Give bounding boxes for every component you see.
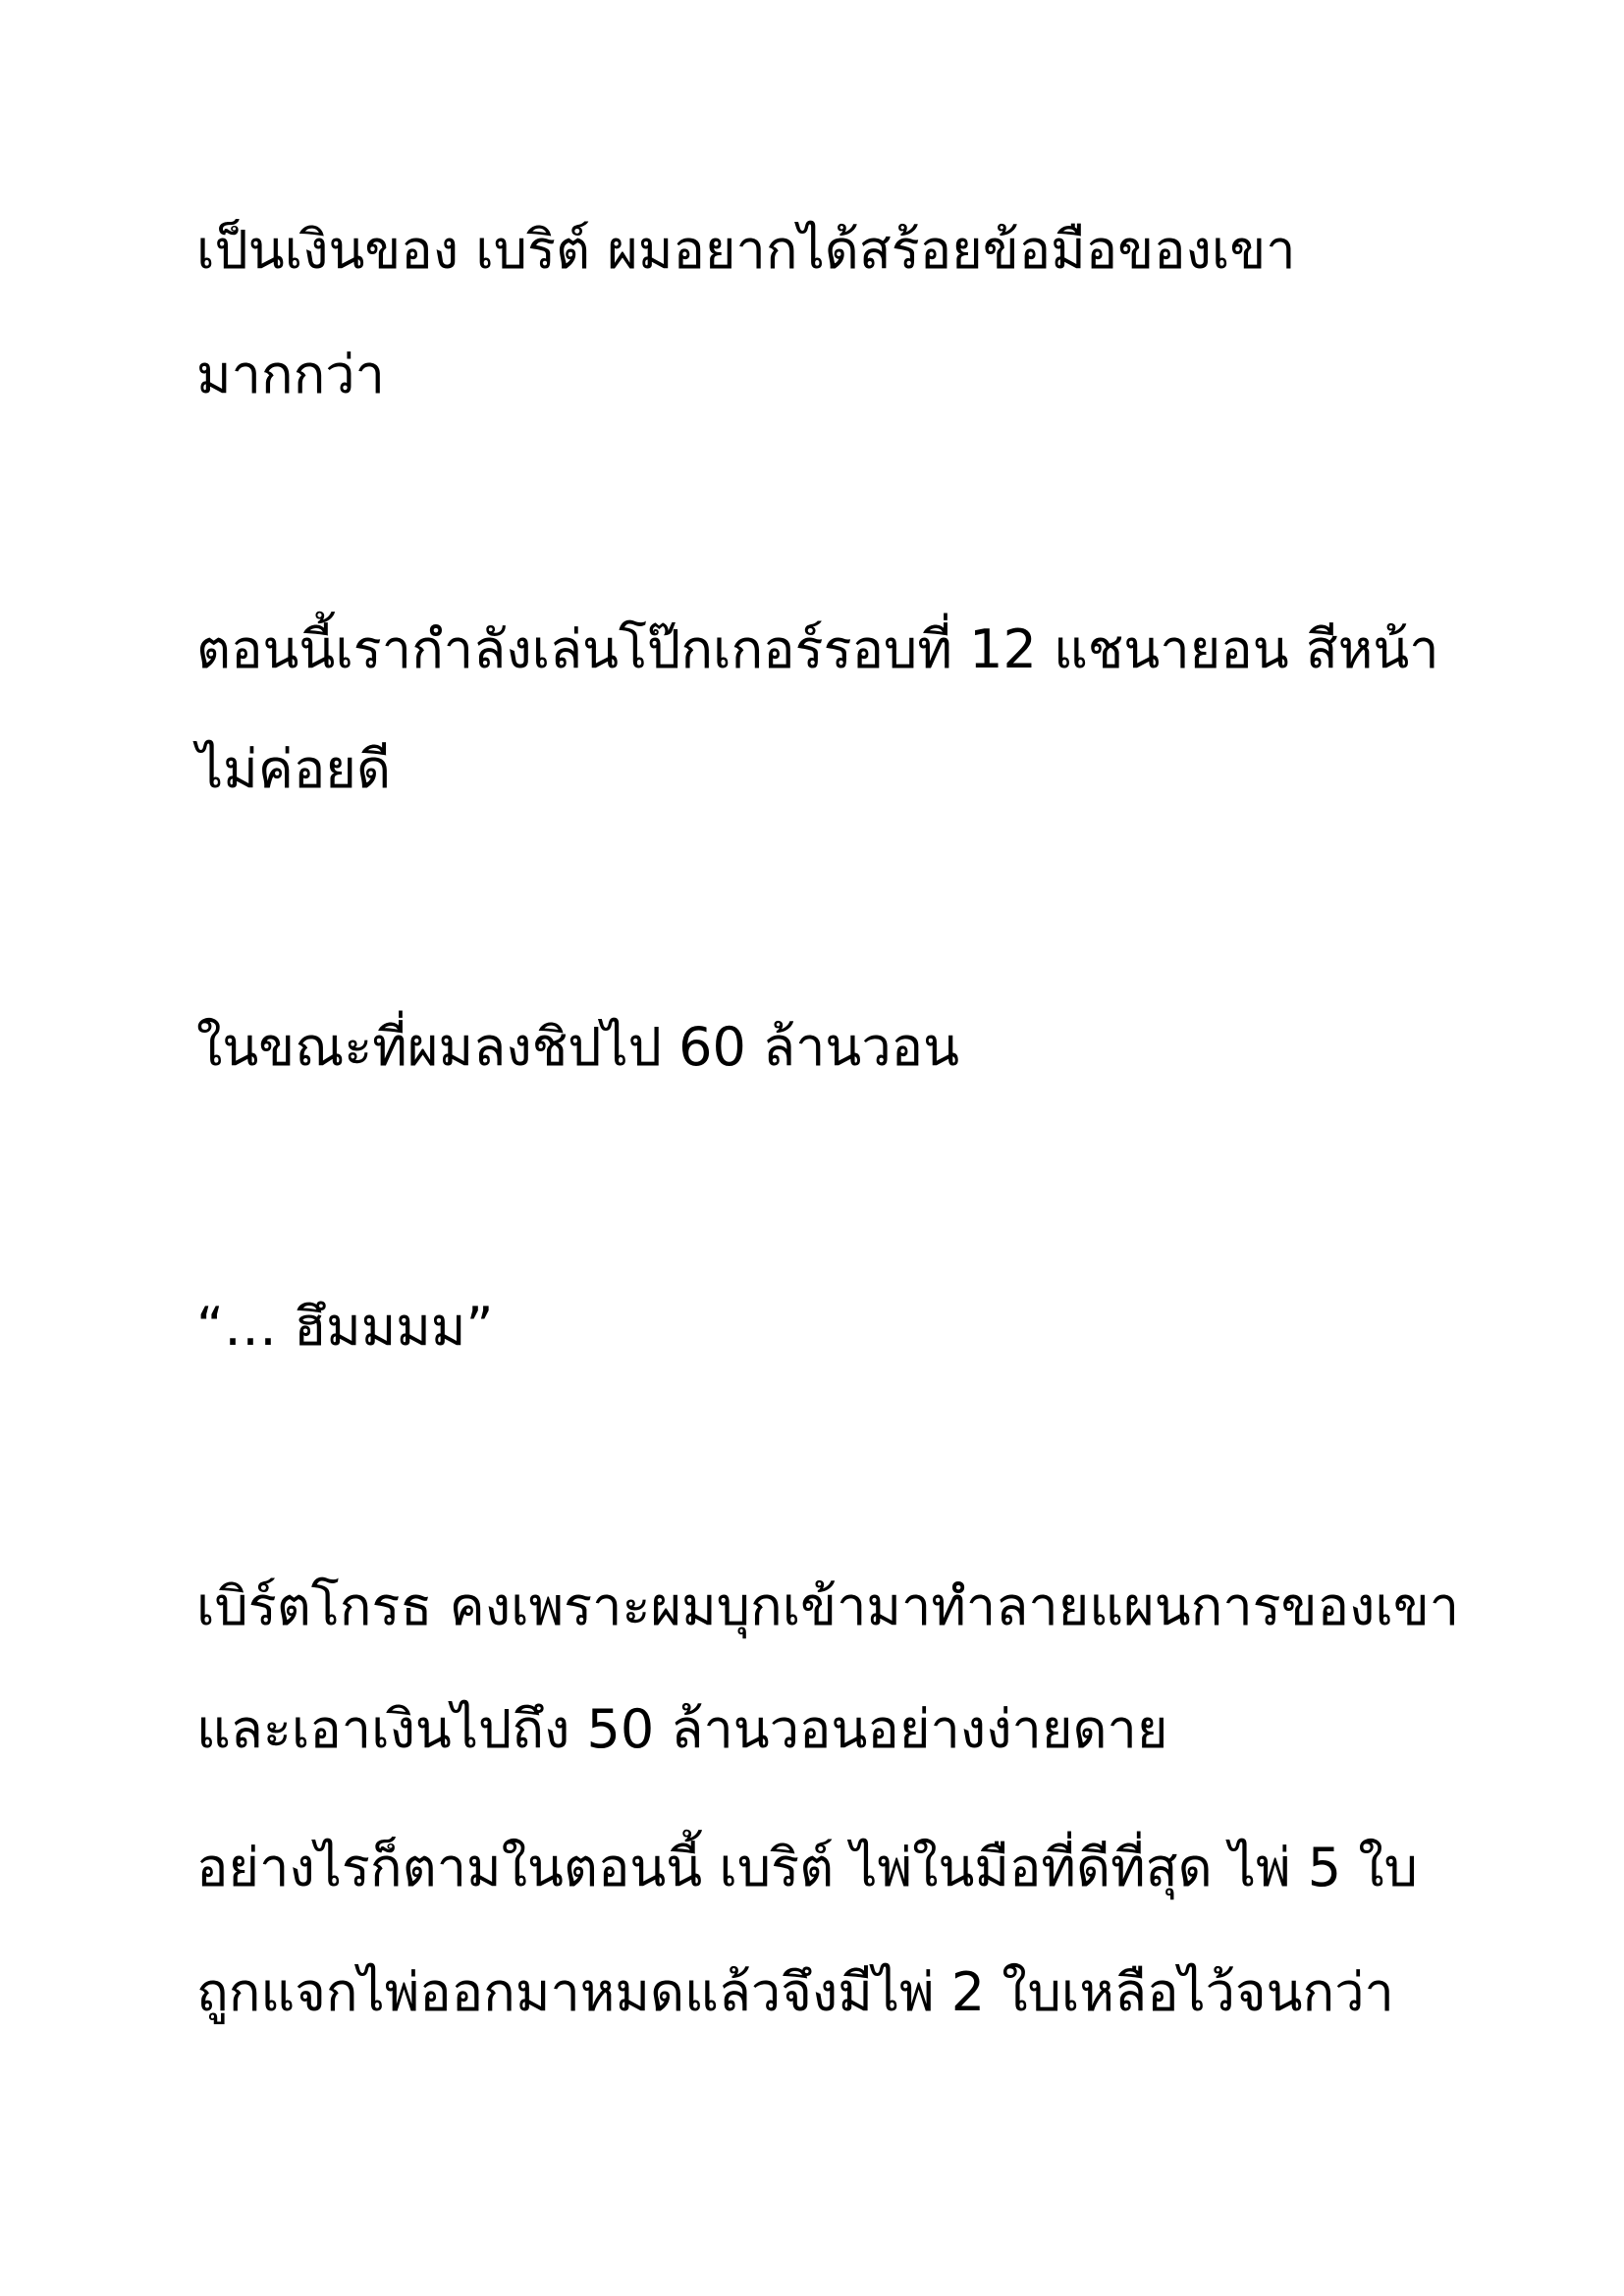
paragraph-1-line-1: เป็นเงินของ เบริต์ ผมอยากได้สร้อยข้อมือของเขา — [196, 219, 1296, 281]
paragraph-6-line-1: อย่างไรก็ตามในตอนนี้ เบริต์ ไพ่ในมือที่ดีที่สุด ไพ่ 5 ใบ — [196, 1837, 1418, 1898]
paragraph-2-line-2: ไม่ค่อยดี — [196, 738, 392, 800]
paragraph-1-line-2: มากกว่า — [196, 344, 385, 405]
paragraph-5-line-2: และเอาเงินไปถึง 50 ล้านวอนอย่างง่ายดาย — [196, 1698, 1168, 1760]
paragraph-3-line-1: ในขณะที่ผมลงชิปไป 60 ล้านวอน — [196, 1016, 959, 1078]
dialogue-line: “… ฮึมมมม” — [196, 1296, 494, 1358]
paragraph-2-line-1: ตอนนี้เรากำลังเล่นโป๊กเกอร์รอบที่ 12 แชนายอน สีหน้า — [196, 618, 1439, 680]
paragraph-6-line-2: ถูกแจกไพ่ออกมาหมดแล้วจึงมีไพ่ 2 ใบเหลือไว้จนกว่า — [196, 1961, 1394, 2023]
paragraph-5-line-1: เบิร์ตโกรธ คงเพราะผมบุกเข้ามาทำลายแผนการของเขา — [196, 1575, 1460, 1637]
